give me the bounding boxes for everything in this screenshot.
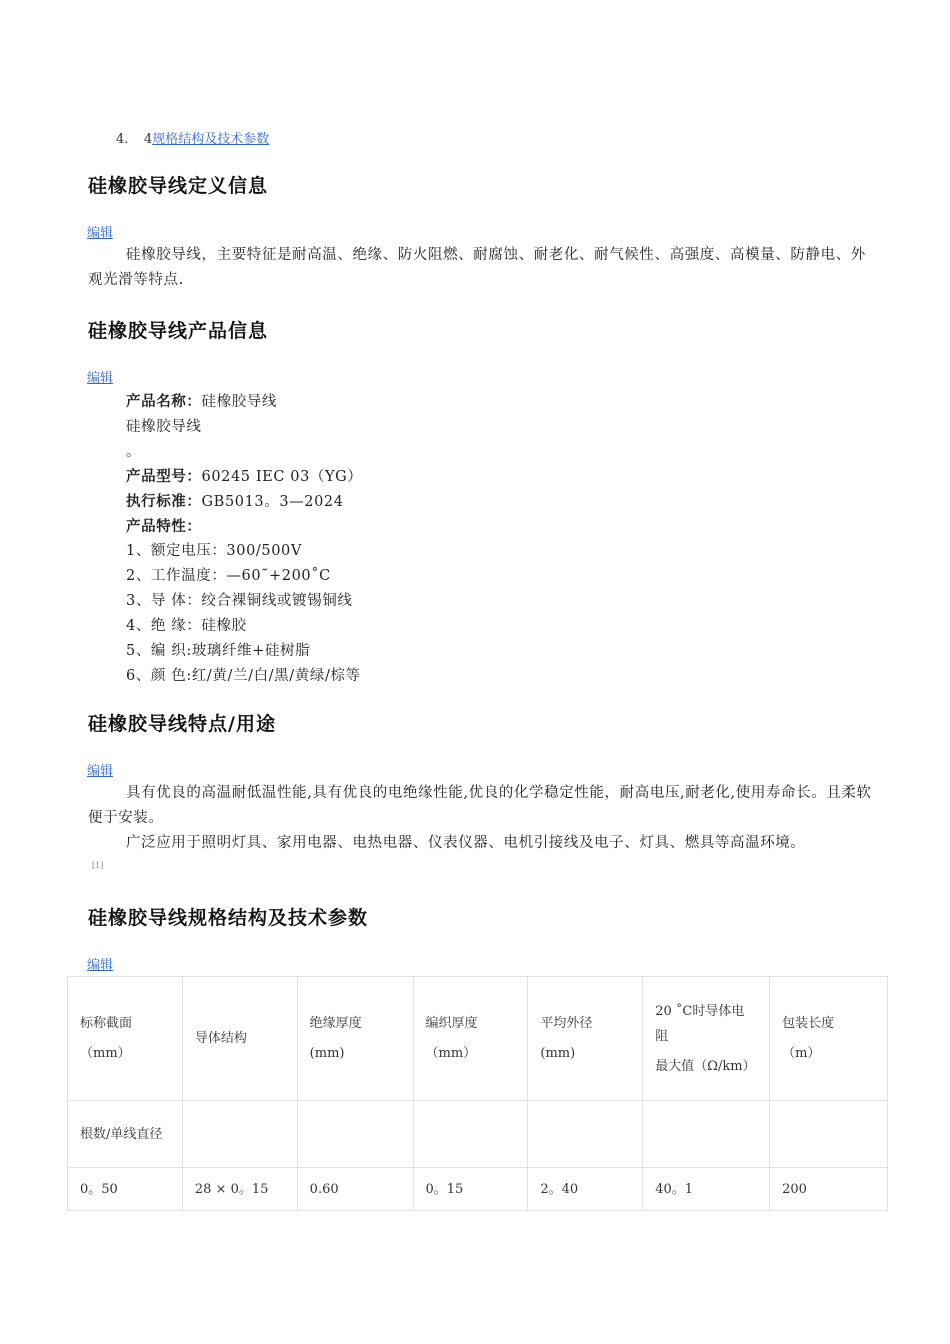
usage-paragraph-2	[88, 831, 878, 856]
table-header-cell: 编织厚度 （mm）	[413, 977, 528, 1101]
table-cell	[528, 1101, 643, 1168]
table-cell: 28 × 0。15	[182, 1168, 297, 1211]
toc-link-spec[interactable]: 规格结构及技术参数	[152, 132, 270, 147]
table-header-row	[68, 977, 888, 1101]
table-cell: 200	[770, 1168, 888, 1211]
edit-link-spec[interactable]: 编辑	[87, 958, 114, 973]
table-row	[68, 1101, 888, 1168]
edit-link-product[interactable]: 编辑	[87, 371, 114, 386]
table-header-cell: 平均外径 (mm)	[528, 977, 643, 1101]
toc-prefix: 4	[144, 132, 153, 147]
feature-item: 6、颜 色:红/黄/兰/白/黑/黄绿/棕等	[126, 668, 361, 684]
product-standard-label: 执行标准：	[126, 493, 202, 510]
product-name-line	[126, 390, 277, 411]
table-cell	[413, 1101, 528, 1168]
product-name-value: 硅橡胶导线	[201, 394, 277, 410]
table-header-cell: 导体结构	[182, 977, 297, 1101]
citation-marker[interactable]: [1]	[92, 861, 104, 870]
definition-paragraph	[88, 243, 878, 293]
feature-item: 1、额定电压：300/500V	[126, 543, 302, 559]
usage-text-1: 具有优良的高温耐低温性能,具有优良的电绝缘性能,优良的化学稳定性能，耐高电压,耐老化,使用寿命长。且柔软便于安装。	[88, 785, 872, 826]
product-name-label: 产品名称：	[126, 393, 202, 410]
feature-item: 5、编 织:玻璃纤维+硅树脂	[126, 643, 311, 659]
product-standard-line	[126, 490, 344, 511]
edit-link-usage[interactable]: 编辑	[87, 764, 114, 779]
usage-paragraph-1	[88, 781, 878, 831]
table-header-cell: 包装长度 （m）	[770, 977, 888, 1101]
table-header-cell: 绝缘厚度 (mm)	[297, 977, 413, 1101]
table-header-cell: 20 ˚C时导体电阻 最大值（Ω/km）	[643, 977, 770, 1101]
product-features-label: 产品特性：	[126, 518, 202, 535]
feature-item: 2、工作温度：—60˜+200˚C	[126, 568, 331, 584]
table-cell	[182, 1101, 297, 1168]
section-title-spec: 硅橡胶导线规格结构及技术参数	[88, 907, 369, 929]
product-model-value: 60245 IEC 03（YG）	[201, 469, 363, 485]
feature-item: 3、导 体：绞合裸铜线或镀锡铜线	[126, 593, 353, 609]
spec-table	[67, 976, 888, 1211]
product-model-line	[126, 465, 362, 486]
section-title-product: 硅橡胶导线产品信息	[88, 320, 269, 342]
toc-item	[116, 128, 269, 147]
table-header-cell: 标称截面 （mm）	[68, 977, 183, 1101]
section-title-usage: 硅橡胶导线特点/用途	[88, 713, 276, 735]
product-name-line2: 硅橡胶导线	[126, 419, 202, 435]
feature-item: 4、绝 缘：硅橡胶	[126, 618, 247, 634]
table-cell: 40。1	[643, 1168, 770, 1211]
table-cell	[770, 1101, 888, 1168]
definition-text: 硅橡胶导线，主要特征是耐高温、绝缘、防火阻燃、耐腐蚀、耐老化、耐气候性、高强度、高模量、防静电、外观光滑等特点.	[88, 247, 866, 288]
table-cell	[297, 1101, 413, 1168]
table-cell: 0。50	[68, 1168, 183, 1211]
table-cell: 0。15	[413, 1168, 528, 1211]
product-model-label: 产品型号：	[126, 468, 202, 485]
toc-number: 4.	[116, 132, 129, 147]
edit-link-definition[interactable]: 编辑	[87, 226, 114, 241]
section-title-definition: 硅橡胶导线定义信息	[88, 175, 269, 197]
table-cell	[643, 1101, 770, 1168]
usage-text-2: 广泛应用于照明灯具、家用电器、电热电器、仪表仪器、电机引接线及电子、灯具、燃具等高温环境。	[126, 835, 806, 851]
table-row	[68, 1168, 888, 1211]
table-cell: 根数/单线直径	[68, 1101, 183, 1168]
product-standard-value: GB5013。3—2024	[201, 494, 344, 510]
product-dot: 。	[126, 444, 142, 460]
table-cell: 2。40	[528, 1168, 643, 1211]
table-cell: 0.60	[297, 1168, 413, 1211]
